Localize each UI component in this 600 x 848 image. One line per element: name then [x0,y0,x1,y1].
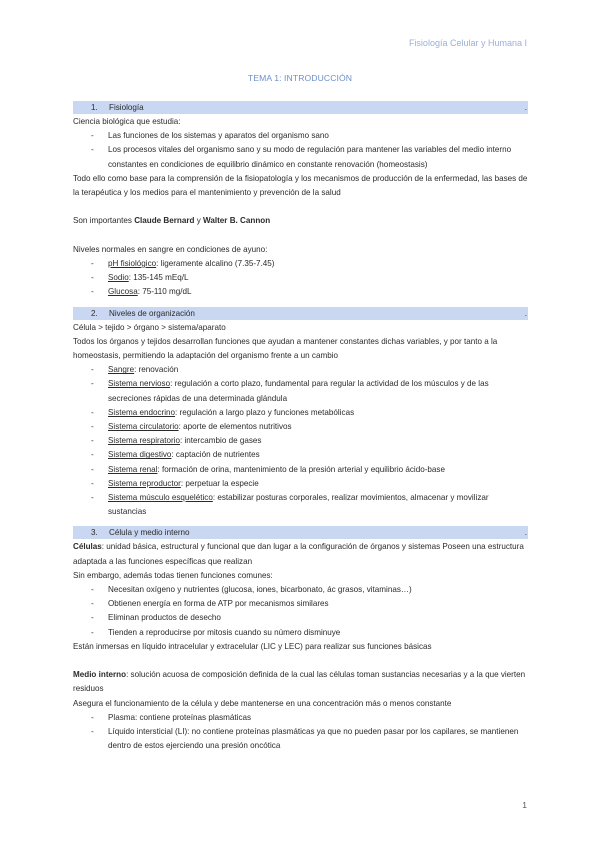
section-number: 1. [91,103,98,112]
text: : 135-145 mEq/L [128,273,189,283]
list-item: - Los procesos vitales del organismo sano y su modo de regulación para mantener las variables del medio interno constantes en condiciones de equilibrio dinámico en constante renovación (homeostasis) [73,143,528,171]
paragraph [73,540,528,568]
text: : regulación a largo plazo y funciones metabólicas [175,407,355,417]
bold-term: Medio interno [73,670,127,680]
text: : unidad básica, estructural y funcional que dan lugar a la configuración de órganos y sistemas Poseen una estructura adaptada a las funciones específicas que realizan [73,542,524,566]
list-item: - Tienden a reproducirse por mitosis cuando su número disminuye [73,626,528,640]
term: Sangre [108,365,135,375]
bullet-list [73,711,528,754]
list-item [73,491,528,519]
text: : 75-110 mg/dL [137,287,192,297]
section-dot: . [524,103,527,112]
text: : perpetuar la especie [180,478,259,488]
page-content [73,100,528,753]
term: Sistema digestivo [108,450,172,460]
section-number: 3. [91,528,98,538]
page-number: 1 [522,800,527,810]
running-header: Fisiología Celular y Humana I [408,38,527,48]
text: : ligeramente alcalino (7.35-7.45) [156,259,275,268]
paragraph: Todos los órganos y tejidos desarrollan funciones que ayudan a mantener constantes dichas variables, y por tanto a la homeostasis, permitiendo la adaptación del organismo frente a un cambio [73,336,498,361]
text: : captación de nutrientes [171,450,260,460]
list-item [73,377,528,405]
term: Sistema circulatorio [108,422,179,432]
list-item: - Las funciones de los sistemas y aparatos del organismo sano [73,129,528,143]
list-item [73,257,528,271]
paragraph: Todo ello como base para la comprensión de la fisiopatología y los mecanismos de producción de la enfermedad, las bases de la terapéutica y los medios para el mantenimiento y prevención de la salud [73,173,528,198]
bullet-list [73,129,528,172]
section-label: Célula y medio interno [109,528,190,538]
paragraph: Están inmersas en líquido intracelular y extracelular (LIC y LEC) para realizar sus funciones básicas [73,641,432,651]
list-item: - Líquido intersticial (LI): no contiene proteínas plasmáticas ya que no pueden pasar por los capilares, se mantienen dentro de estos ejerciendo una presión oncótica [73,725,528,753]
paragraph: Sin embargo, además todas tienen funciones comunes: [73,570,273,580]
text: : renovación [134,365,179,375]
bold-name: Walter B. Cannon [203,216,271,226]
text: y [194,216,204,226]
bullet-list [73,363,528,519]
list-item [73,363,528,377]
bold-term: Células [73,542,102,552]
section-label: Niveles de organización [109,308,195,318]
paragraph: Célula > tejido > órgano > sistema/aparato [73,322,226,332]
list-item: - Eliminan productos de desecho [73,611,528,625]
text: Son importantes [73,216,135,226]
list-item [73,434,528,448]
term: Sodio [108,273,129,283]
section-dot: . [524,528,527,538]
bold-name: Claude Bernard [134,216,195,226]
bullet-list [73,257,528,300]
section-heading-celula [73,526,528,539]
term: Sistema reproductor [108,478,181,488]
list-item [73,420,528,434]
section-number: 2. [91,308,98,318]
list-item [73,285,528,299]
list-item: - Necesitan oxígeno y nutrientes (glucosa, iones, bicarbonato, ác grasos, vitaminas…) [73,583,528,597]
section-dot: . [524,308,527,318]
text: : intercambio de gases [179,436,262,446]
paragraph: Asegura el funcionamiento de la célula y debe mantenerse en una concentración más o menos constante [73,698,452,708]
text: : solución acuosa de composición definida de la cual las células toman sustancias necesarias y a la que vierten residuos [73,670,526,694]
text: : regulación a corto plazo, fundamental para regular la actividad de los músculos y de las secreciones rápidas de una determinada glándula [108,379,489,403]
term: Sistema músculo esquelético [108,493,213,503]
list-item: - Obtienen energía en forma de ATP por mecanismos similares [73,597,528,611]
list-item [73,477,528,491]
term: Glucosa [108,287,138,297]
text: : aporte de elementos nutritivos [178,422,292,432]
section-label: Fisiología [109,103,144,112]
text: : formación de orina, mantenimiento de la presión arterial y equilibrio ácido-base [157,464,445,474]
paragraph: Niveles normales en sangre en condiciones de ayuno: [73,244,268,254]
term: Sistema nervioso [108,379,171,389]
list-item: - Plasma: contiene proteínas plasmáticas [73,711,528,725]
list-item [73,448,528,462]
paragraph [73,214,528,228]
section-heading-niveles [73,307,528,320]
list-item [73,463,528,477]
term: Sistema renal [108,464,158,474]
term: pH fisiológico [108,259,157,268]
term: Sistema endocrino [108,407,176,417]
section-heading-fisiologia [73,101,528,114]
text: : estabilizar posturas corporales, realizar movimientos, almacenar y movilizar sustancias [108,493,489,517]
paragraph [73,668,528,696]
list-item [73,406,528,420]
list-item [73,271,528,285]
term: Sistema respiratorio [108,436,180,446]
paragraph: Ciencia biológica que estudia: [73,117,181,126]
chapter-title: TEMA 1: INTRODUCCIÓN [247,73,353,83]
bullet-list [73,583,528,640]
